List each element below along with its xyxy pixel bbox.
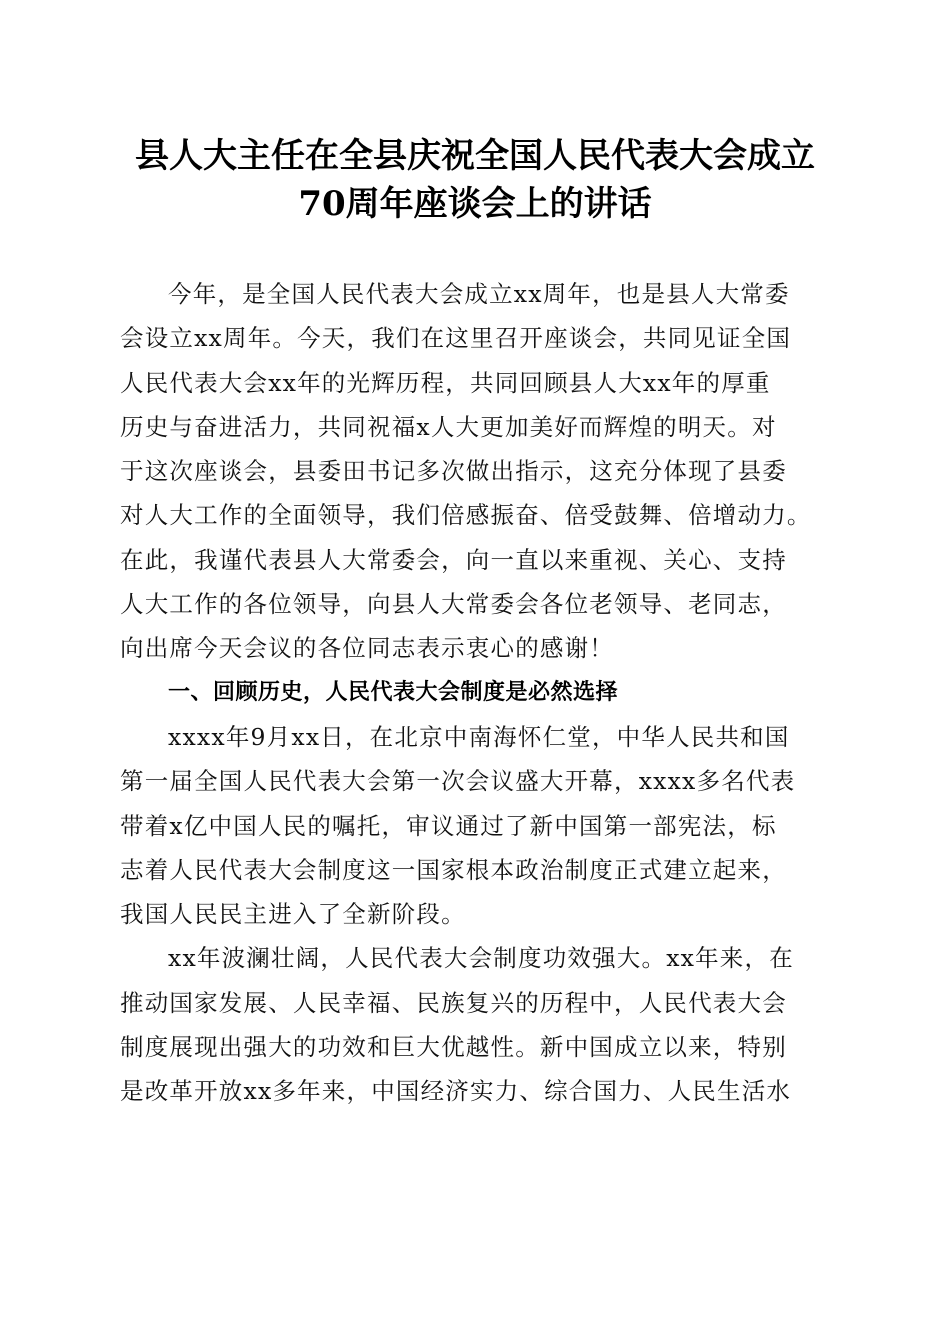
text-line: 第一届全国人民代表大会第一次会议盛大开幕，xxxx多名代表 xyxy=(120,767,796,796)
text-line: 我国人民民主进入了全新阶段。 xyxy=(120,900,466,929)
text-line: 会设立xx周年。今天，我们在这里召开座谈会，共同见证全国 xyxy=(120,324,792,353)
text-line: 制度展现出强大的功效和巨大优越性。新中国成立以来，特别 xyxy=(120,1033,787,1062)
section-paragraph-1 xyxy=(120,715,832,936)
document-body xyxy=(120,272,832,1114)
text-line: 人民代表大会xx年的光辉历程，共同回顾县人大xx年的厚重 xyxy=(120,368,771,397)
text-line: xxxx年9月xx日，在北京中南海怀仁堂，中华人民共和国 xyxy=(168,722,790,751)
document-title-line-2: 70周年座谈会上的讲话 xyxy=(298,184,652,224)
intro-paragraph xyxy=(120,272,832,671)
document-title-line-1: 县人大主任在全县庆祝全国人民代表大会成立 xyxy=(135,136,815,176)
text-line: 推动国家发展、人民幸福、民族复兴的历程中，人民代表大会 xyxy=(120,988,787,1017)
text-line: 历史与奋进活力，共同祝福x人大更加美好而辉煌的明天。对 xyxy=(120,412,777,441)
text-line: 向出席今天会议的各位同志表示衷心的感谢！ xyxy=(120,634,614,663)
section-paragraph-2 xyxy=(120,936,832,1113)
text-line: 今年，是全国人民代表大会成立xx周年，也是县人大常委 xyxy=(168,280,790,308)
text-line: xx年波澜壮阔，人民代表大会制度功效强大。xx年来，在 xyxy=(168,944,794,973)
text-line: 志着人民代表大会制度这一国家根本政治制度正式建立起来， xyxy=(120,855,787,884)
text-line: 于这次座谈会，县委田书记多次做出指示，这充分体现了县委 xyxy=(120,457,787,486)
text-line: 在此，我谨代表县人大常委会，向一直以来重视、关心、支持 xyxy=(120,545,787,574)
text-line: 对人大工作的全面领导，我们倍感振奋、倍受鼓舞、倍增动力。 xyxy=(120,501,812,530)
text-line: 带着x亿中国人民的嘱托，审议通过了新中国第一部宪法，标 xyxy=(120,811,777,840)
text-line: 人大工作的各位领导，向县人大常委会各位老领导、老同志， xyxy=(120,590,787,619)
text-line: 是改革开放xx多年来，中国经济实力、综合国力、人民生活水 xyxy=(120,1077,792,1106)
section-heading: 一、回顾历史，人民代表大会制度是必然选择 xyxy=(168,679,619,705)
